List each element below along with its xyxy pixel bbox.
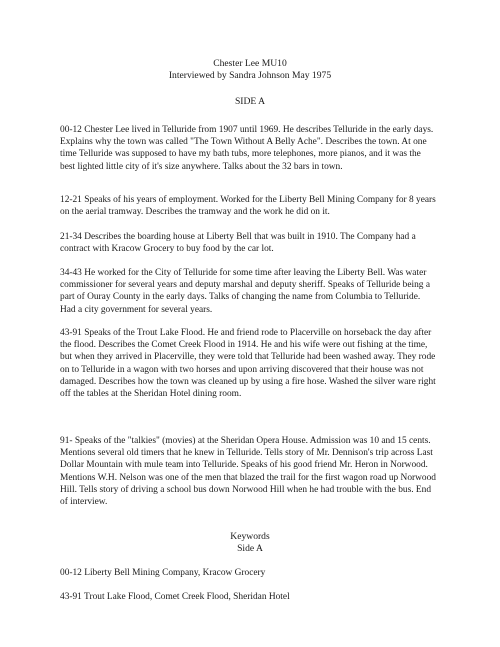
keywords-heading: Keywords bbox=[230, 531, 270, 542]
summary-paragraph: 91- Speaks of the "talkies" (movies) at the Sheridan Opera House. Admission was 10 and 15 cents. Mentions several old timers that he knew in Telluride. Tells story of Mr. Dennison's trip across Last Dollar Mountain with mule team into Telluride. Speaks of his good friend Mr. Heron in Norwood. Mentions W.H. Nelson was one of the men that blazed the trail for the first wagon road up Norwood Hill. Tells story of driving a school bus down Norwood Hill when he had trouble with the bus. End of interview. bbox=[60, 436, 436, 508]
summary-paragraph: 12-21 Speaks of his years of employment. Worked for the Liberty Bell Mining Company for 8 years on the aerial tramway. Describes the tramway and the work he did on it. bbox=[60, 195, 436, 218]
keywords-side-heading: Side A bbox=[237, 543, 263, 554]
summary-paragraph: 00-12 Chester Lee lived in Telluride from 1907 until 1969. He describes Telluride in the early days. Explains why the town was called "The Town Without A Belly Ache". Describes the town. At one time Telluride was supposed to have my bath tubs, more telephones, more pianos, and it was the best lighted little city of it's size anywhere. Talks about the 32 bars in town. bbox=[60, 125, 434, 172]
keyword-line: 43-91 Trout Lake Flood, Comet Creek Flood, Sheridan Hotel bbox=[60, 592, 290, 602]
document-title: Chester Lee MU10 bbox=[213, 58, 287, 69]
keyword-line: 00-12 Liberty Bell Mining Company, Kracow Grocery bbox=[60, 568, 266, 578]
side-a-heading: SIDE A bbox=[234, 96, 266, 107]
summary-paragraph: 34-43 He worked for the City of Telluride for some time after leaving the Liberty Bell. Was water commissioner for several years and deputy marshal and deputy sheriff. Speaks of Telluride being a part of Ouray County in the early days. Talks of changing the name from Columbia to Telluride. Had a city government for several years. bbox=[60, 268, 430, 315]
summary-paragraph: 43-91 Speaks of the Trout Lake Flood. He and friend rode to Placerville on horseback the day after the flood. Describes the Comet Creek Flood in 1914. He and his wife were out fishing at the time, but when they arrived in Placerville, they were told that Telluride had been washed away. They rode on to Telluride in a wagon with two horses and upon arriving discovered that their house was not damaged. Describes how the town was cleaned up by using a fire hose. Washed the silver ware right off the tables at the Sheridan Hotel dining room. bbox=[60, 328, 436, 400]
document-subtitle: Interviewed by Sandra Johnson May 1975 bbox=[168, 70, 332, 81]
summary-paragraph: 21-34 Describes the boarding house at Liberty Bell that was built in 1910. The Company had a contract with Kracow Grocery to buy food by the car lot. bbox=[60, 232, 416, 255]
